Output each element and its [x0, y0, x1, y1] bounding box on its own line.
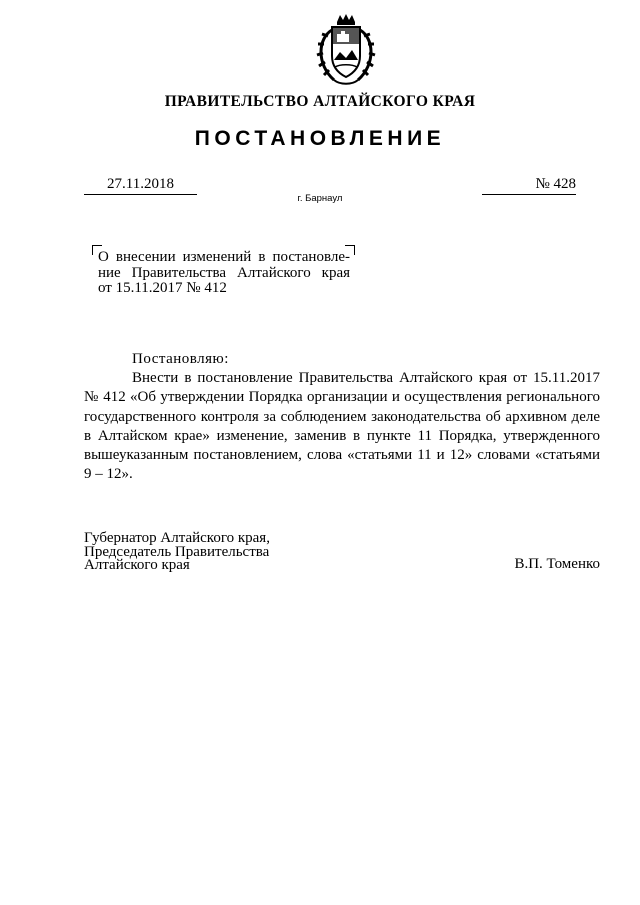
document-subject: [98, 250, 350, 297]
body-paragraph: Внести в постановление Правительства Алтайского края от 15.11.2017 № 412 «Об утверждении Порядка организации и осуществления регионального государственного контроля за соблюдением законодательства об архивном деле в Алтайском крае» изменение, заменив в пункте 11 Порядка, утвержденного вышеуказанным постановлением, слова «статьями 11 и 12» словами «статьями 9 – 12».: [84, 370, 600, 483]
document-type-title: ПОСТАНОВЛЕНИЕ: [194, 127, 446, 150]
government-name: ПРАВИТЕЛЬСТВО АЛТАЙСКОГО КРАЯ: [164, 93, 476, 110]
document-number: № 428: [482, 176, 576, 195]
coat-of-arms-icon: [310, 12, 382, 88]
subject-line-1: О внесении изменений в постановле-: [98, 249, 350, 265]
signatory-name: В.П. Томенко: [514, 556, 600, 572]
signatory-title-line-3: Алтайского края: [84, 557, 190, 573]
document-date: 27.11.2018: [84, 176, 197, 195]
document-city: г. Барнаул: [297, 193, 343, 204]
signatory-title-line-1: Губернатор Алтайского края,: [84, 530, 270, 546]
preamble: Постановляю:: [132, 351, 229, 367]
subject-line-3: от 15.11.2017 № 412: [98, 280, 227, 296]
signatory-title: [84, 532, 270, 573]
signatory-title-line-2: Председатель Правительства: [84, 543, 270, 560]
subject-line-2: ние Правительства Алтайского края: [98, 264, 350, 281]
